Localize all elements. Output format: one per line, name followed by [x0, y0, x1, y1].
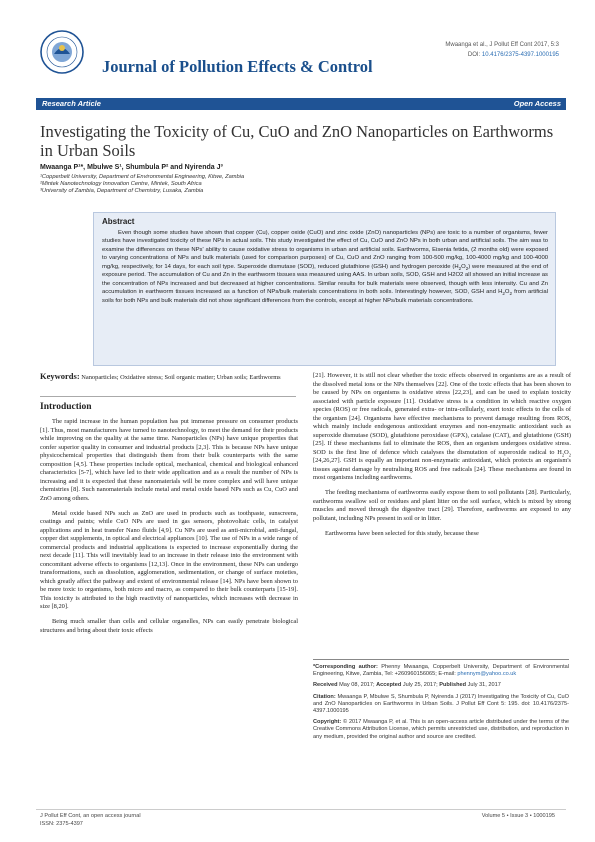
open-access-label: Open Access: [513, 99, 561, 108]
abstract-heading: Abstract: [102, 217, 135, 226]
keywords: [40, 372, 296, 383]
left-column: [40, 418, 298, 642]
keywords-divider: [40, 396, 296, 397]
footer-volume: Volume 5 • Issue 3 • 1000195: [481, 813, 555, 819]
journal-title: Journal of Pollution Effects & Control: [102, 57, 373, 76]
paragraph: The feeding mechanisms of earthworms easily expose them to soil pollutants [28]. Particularly, earthworms swallow soil or residues and plant litter on the soil surface, which is mixed by strong muscles and moved through the digestive tract [29]. Therefore, earthworms are exposed to any pollutant, including NPs present in soil or in litter.: [313, 489, 571, 522]
corresponding-block: [313, 664, 569, 745]
citation-note: Citation: Mwaanga P, Mbulwe S, Shumbula P, Nyirenda J (2017) Investigating the Toxicity of Cu, CuO and ZnO Nanoparticles on Earthworms in Urban Soils. J Pollut Eff Cont 5: 195. doi: 10.4176/2375-4397.1000195: [313, 693, 569, 715]
abstract-text: Even though some studies have shown that copper (Cu), copper oxide (CuO) and zinc oxide (ZnO) nanoparticles (NPs) are toxic to a number of organisms, fewer studies have investigated toxicity of these NPs in actual soils. This study investigated the effect of Cu, CuO and ZnO NPs in both urban and artificial soils. The aim was to examine the differences on these NPs' ability to cause oxidative stress to organisms in urban and artificial soils. Earthworms, Eisenia fetida, (2 months old) were exposed to varying concentrations of NPs and bulk materials (used for comparison purposes) of Cu, CuO and ZnO ranging from 100-500 mg/kg, 100-4000 mg/kg and 100-4000 mg/kg, respectively, for 14 days, for each soil type. Superoxide dismutase (SOD), reduced glutathione (GSH) and hydrogen peroxide $(H_2O_2)$ were measured at the end of exposure period. The accumulation of Cu and Zn in the earthworm tissues was measured using AAS. In urban soils, SOD, GSH and H2O2 all showed an initial increase as the concentration of NPs increased and but decreased at higher concentrations. Similar results for bulk materials were observed, though with less intensity. Cu and Zn accumulation in earthworm tissues increased as a function of NPs/bulk materials concentrations in both soils. Interestingly however, SOD, GSH and $H_2O_2$ from artificial soils for both NPs and bulk materials did not show significant differences from the controls, except at higher NPs/bulk materials concentrations.: [102, 230, 548, 304]
journal-logo: [40, 30, 84, 74]
paragraph: [21]. However, it is still not clear whether the toxic effects observed in organisms are as a result of the dissolved metal ions or the NPs themselves [22]. One of the toxic effects that has been shown to be caused by NPs on organisms is oxidative stress [22,23], and can be used to explain toxicity associated with particle exposure [11]. Oxidative stress is a condition in which reactive oxygen species (ROS) or free radicals, generated extra- or intra-cellularly, exert toxic effects to the cells of the organism [24]. Organisms have effective mechanisms to prevent damage resulting from ROS, which mainly include endogenous antioxidant enzymes and non-enzymatic antioxidant such as superoxide dismutase (SOD), glutathione peroxidase (GPX), catalase (CAT), and glutathione (GSH) [25]. If these mechanisms fail to eliminate the ROS, then an organism undergoes oxidative stress. SOD is the first line of defence which catalyses the dismutation of superoxide radical to $H_2O_2$ [24,26,27]. GSH is equally an important non-enzymatic antioxidant, which protects an organism's tissues against damage by neutralising ROS and free radicals [24]. These mechanisms are found in most organisms including earthworms.: [313, 372, 571, 481]
paragraph: The rapid increase in the human population has put immense pressure on consumer products [1]. Thus, most manufacturers have turned to nanotechnology, to meet the demand for their products while improving on the quality at the same time. Nanoparticles (NPs) have unique properties that confer superior quality in consumer and industrial products [2,3]. This is because NPs have unique physicochemical properties that distinguish them from their bulk counterparts with the same composition [4,5]. These properties include optical, mechanical, chemical and biological enhanced characteristics [5-7], which have led to their wide application and as a result the number of NPs is increasing and it is expected that these nanomaterials will be more complex and will have unique chemistries [8]. Such nanomaterials include metal and metal oxide based NPs such as Cu, CuO and ZnO among others.: [40, 418, 298, 502]
keywords-text: Nanoparticles; Oxidative stress; Soil organic matter; Urban soils; Earthworms: [81, 374, 281, 381]
footer-issn: ISSN: 2375-4397: [40, 821, 83, 827]
paragraph: Metal oxide based NPs such as ZnO are used in products such as toothpaste, sunscreens, coatings and paints; while CuO NPs are used in gas sensors, photovoltaic cells, in catalyst applications and in heat transfer Nano fluids [4,9]. Cu NPs are used as anti-microbial, anti-fungal, copper diet supplements, in optical and electrical appliances [10]. The use of NPs in a wide range of commercial products and industrial applications is expected to increase exponentially during the next decade [11]. This will inevitably lead to an increase in their release into the environment with concomitant adverse effects to organisms [12,13]. Once in the environment, these NPs can undergo transformations, such as dissolution, agglomeration, sedimentation, or change of surface moieties, which greatly affect the pathway and extent of environmental release [14]. NPs have been shown to be more toxic to organisms, both micro and macro, as compared to their bulk counterparts [15-19]. This toxicity is attributed to the high reactivity of nanoparticles, which increases with decrease in size [8,20].: [40, 509, 298, 610]
doi-link[interactable]: 10.4176/2375-4397.1000195: [481, 52, 559, 58]
paragraph: Earthworms have been selected for this study, because these: [325, 529, 479, 537]
dates: Received May 08, 2017; Accepted July 25, 2017; Published July 31, 2017: [313, 682, 501, 689]
right-column: [313, 372, 571, 545]
corresponding-author: *Corresponding author: Phenny Mwaanga, Copperbelt University, Department of Environmental Engineering, Kitwe, Zambia, Tel: +260960156065; E-mail: phennym@yahoo.co.uk: [313, 664, 569, 678]
affiliation-1: ¹Copperbelt University, Department of Environmental Engineering, Kitwe, Zambia: [40, 174, 245, 180]
article-type-bar: [36, 98, 566, 110]
keywords-label: Keywords:: [40, 371, 80, 381]
footer-divider: [36, 809, 566, 810]
header-citation: Mwaanga et al., J Pollut Eff Cont 2017, 5:3: [445, 42, 559, 48]
header-doi: [468, 52, 559, 58]
corresponding-divider: [313, 659, 569, 660]
email-link[interactable]: phennym@yahoo.co.uk: [457, 671, 517, 678]
intro-heading: Introduction: [40, 402, 92, 412]
affiliation-2: ²Mintek Nanotechnology Innovation Centre, Mintek, South Africa: [40, 181, 202, 187]
author-list: Mwaanga P¹*, Mbulwe S¹, Shumbula P² and Nyirenda J³: [40, 164, 223, 171]
paragraph: Being much smaller than cells and cellular organelles, NPs can easily penetrate biological structures and bring about their toxic effects: [40, 618, 298, 634]
affiliation-3: ³University of Zambia, Department of Chemistry, Lusaka, Zambia: [40, 188, 204, 194]
footer-journal: J Pollut Eff Cont, an open access journal: [40, 813, 141, 819]
paper-title: Investigating the Toxicity of Cu, CuO and ZnO Nanoparticles on Earthworms in Urban Soils: [40, 122, 554, 160]
article-type-label: Research Article: [42, 99, 101, 108]
doi-label: DOI:: [467, 52, 481, 58]
copyright-note: Copyright: © 2017 Mwaanga P, et al. This is an open-access article distributed under the terms of the Creative Commons Attribution License, which permits unrestricted use, distribution, and reproduction in any medium, provided the original author and source are credited.: [313, 719, 569, 740]
